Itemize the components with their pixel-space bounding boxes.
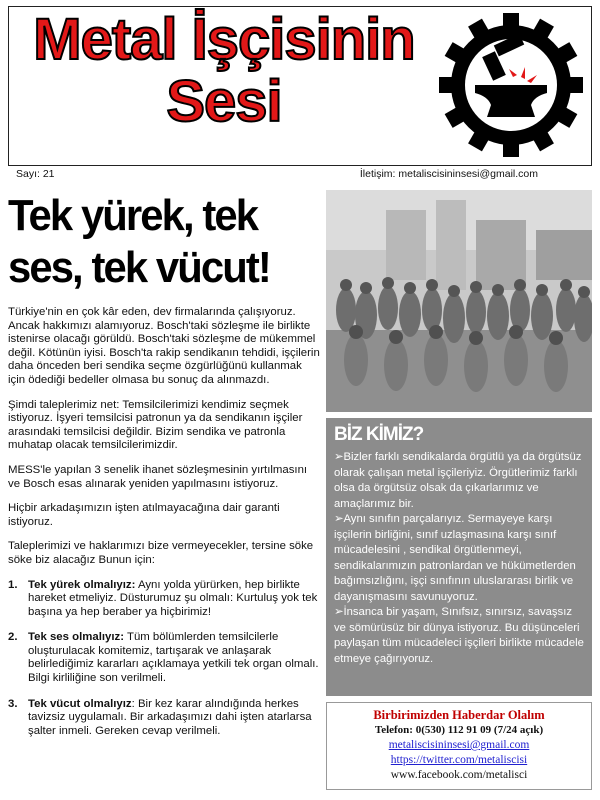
newspaper-title: [9, 7, 439, 134]
list-item-heading: Tek yürek olmalıyız:: [28, 578, 136, 591]
contact-box-title: Birbirimizden Haberdar Olalım: [373, 708, 545, 722]
contact-box: [326, 702, 592, 790]
title-line-1: Metal İşçisinin: [33, 7, 415, 72]
anvil-gear-logo-icon: [439, 13, 583, 157]
list-item-text: : Bir kez karar alındığında herkes tavizsiz uygulamalı. Bir arkadaşımızı dahi işten atarlarsa şalter inmeli. Gereken cevap verilmeli.: [28, 697, 312, 737]
list-item-text: Aynı yolda yürürken, hep birlikte hareket etmeliyiz. Düsturumuz şu olmalı: Kurtuluş yok tek başına ya hep beraber ya hiçbirimiz!: [28, 578, 318, 618]
list-item: [8, 698, 320, 739]
list-item-heading: Tek ses olmalıyız:: [28, 631, 125, 644]
list-item-text: Tüm bölümlerden temsilcilerle oluşturulacak komitemiz, tartışarak ve anlaşarak belirlediğimiz kararları açıklamaya yetkili tek organ olmalı. Bilgi kirliliğine son verilmeli.: [28, 631, 319, 685]
list-item: [8, 579, 320, 620]
article-paragraph-4: Hiçbir arkadaşımızın işten atılmayacağına dair garanti istiyoruz.: [8, 502, 280, 528]
list-item-number: 3.: [8, 697, 18, 710]
contact-email[interactable]: İletişim: metaliscisininsesi@gmail.com: [359, 168, 538, 180]
issue-info-row: [14, 167, 588, 183]
article-paragraph-5: Taleplerimizi ve haklarımızı bize vermeyecekler, tersine söke söke biz alacağız Bunun için:: [8, 540, 314, 566]
who-are-we-paragraph-2: ➢Aynı sınıfın parçalarıyız. Sermayeye karşı işçilerin birliğini, sınıf uzlaşmasına karşı sınıf mücadelesini , sendikal örgütlenmeyi, sendikalarımızın patronlardan ve hükümetlerden bağımsızlığını, işçi sınıfının uluslararası birlik ve dayanışmasını savunuyoruz.: [334, 513, 576, 603]
who-are-we-paragraph-1: ➢Bizler farklı sendikalarda örgütlü ya da örgütsüz olarak çalışan metal işçileriyiz. Örgütlerimiz farklı olsa da örgütsüz olsak da çıkarlarımız ve amaçlarımız bir.: [334, 451, 582, 510]
who-are-we-title: BİZ KİMİZ?: [334, 424, 424, 445]
list-item-heading: Tek vücut olmalıyız: [28, 697, 132, 710]
masthead: [8, 6, 592, 166]
who-are-we-box: [326, 418, 592, 696]
title-line-2: Sesi: [166, 69, 282, 134]
article-paragraph-3: MESS'le yapılan 3 senelik ihanet sözleşmesinin yırtılmasını ve Bosch esas alınarak yeniden yapılmasını istiyoruz.: [8, 463, 308, 490]
workers-crowd-photo: [326, 190, 592, 412]
issue-number: Sayı: 21: [16, 168, 55, 180]
twitter-link[interactable]: https://twitter.com/metaliscisi: [390, 754, 528, 766]
headline: Tek yürek, tek ses, tek vücut!: [8, 191, 270, 292]
list-item-number: 1.: [8, 578, 18, 591]
contact-email-link[interactable]: metaliscisininsesi@gmail.com: [388, 739, 530, 751]
article-paragraph-1: Türkiye'nin en çok kâr eden, dev firmalarında çalışıyoruz. Ancak hakkımızı alamıyoruz. Bosch'taki sözleşme ile birlikte istenirse olacağı görüldü. Bosch'taki sözleşme de mükemmel değil. Kötünün iyisi. Bosch'ta rakip sendikanın tehdidi, işçilerin daha önceden beri sendika seçme özgürlüğünü kullanmak için ödediği bedeller olmasa bu sonuç da alınmazdı.: [8, 306, 320, 386]
article-paragraph-2: Şimdi taleplerimiz net: Temsilcilerimizi kendimiz seçmek istiyoruz. İşyeri temsilcisi patronun ya da sendikanın işçiler arasındaki temsilcisi değildir. Bizim sendika ve patronla muhatap olacak temsilcilerimizdir.: [8, 398, 303, 452]
list-item-number: 2.: [8, 631, 18, 644]
who-are-we-paragraph-3: ➢İnsanca bir yaşam, Sınıfsız, sınırsız, savaşsız ve sömürüsüz bir dünya istiyoruz. Bu düşünceleri paylaşan tüm mücadeleci işçileri birlikte mücadele etmeye çağırıyoruz.: [334, 606, 584, 665]
facebook-address[interactable]: www.facebook.com/metalisci: [390, 769, 528, 781]
list-item: [8, 631, 320, 685]
contact-phone: Telefon: 0(530) 112 91 09 (7/24 açık): [374, 724, 544, 736]
main-article: [8, 306, 320, 750]
demands-list: [8, 579, 320, 739]
